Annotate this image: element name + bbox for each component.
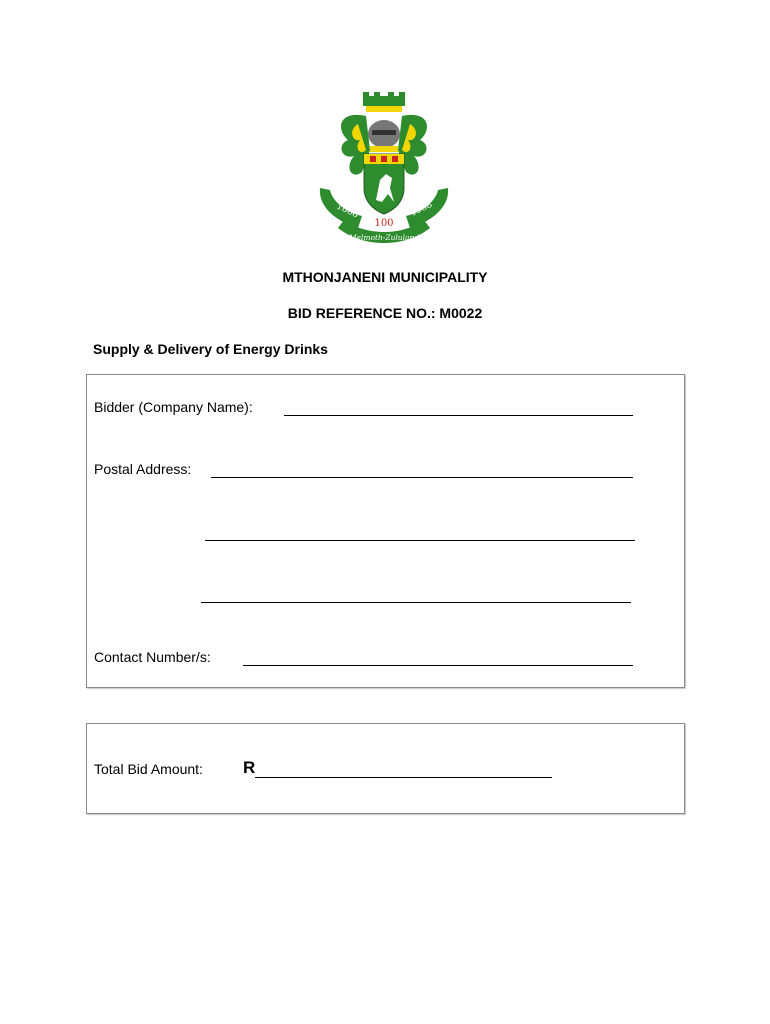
total-bid-box: [86, 723, 685, 814]
postal-address-field-line3[interactable]: [201, 602, 631, 603]
bidder-label: Bidder (Company Name):: [94, 399, 253, 415]
postal-address-field-line1[interactable]: [211, 477, 633, 478]
total-bid-label: Total Bid Amount:: [94, 761, 203, 777]
bid-subject: Supply & Delivery of Energy Drinks: [93, 341, 328, 357]
municipality-title: MTHONJANENI MUNICIPALITY: [282, 269, 488, 285]
contact-number-label: Contact Number/s:: [94, 649, 211, 665]
crown-icon: [363, 92, 405, 112]
total-bid-amount-field[interactable]: [255, 777, 552, 778]
crest-year-left: 1888: [334, 201, 360, 221]
municipal-crest-logo: [308, 90, 460, 252]
bidder-details-box: [86, 374, 685, 688]
crest-year-right: 1988: [409, 199, 435, 219]
crest-motto: Melmoth-Zululand: [348, 233, 420, 242]
bidder-name-field[interactable]: [284, 415, 633, 416]
currency-symbol: R: [243, 758, 256, 777]
postal-address-field-line2[interactable]: [205, 540, 635, 541]
bid-reference: BID REFERENCE NO.: M0022: [287, 305, 483, 321]
crest-centenary: 100: [374, 218, 394, 229]
contact-number-field[interactable]: [243, 665, 633, 666]
postal-address-label: Postal Address:: [94, 461, 192, 477]
